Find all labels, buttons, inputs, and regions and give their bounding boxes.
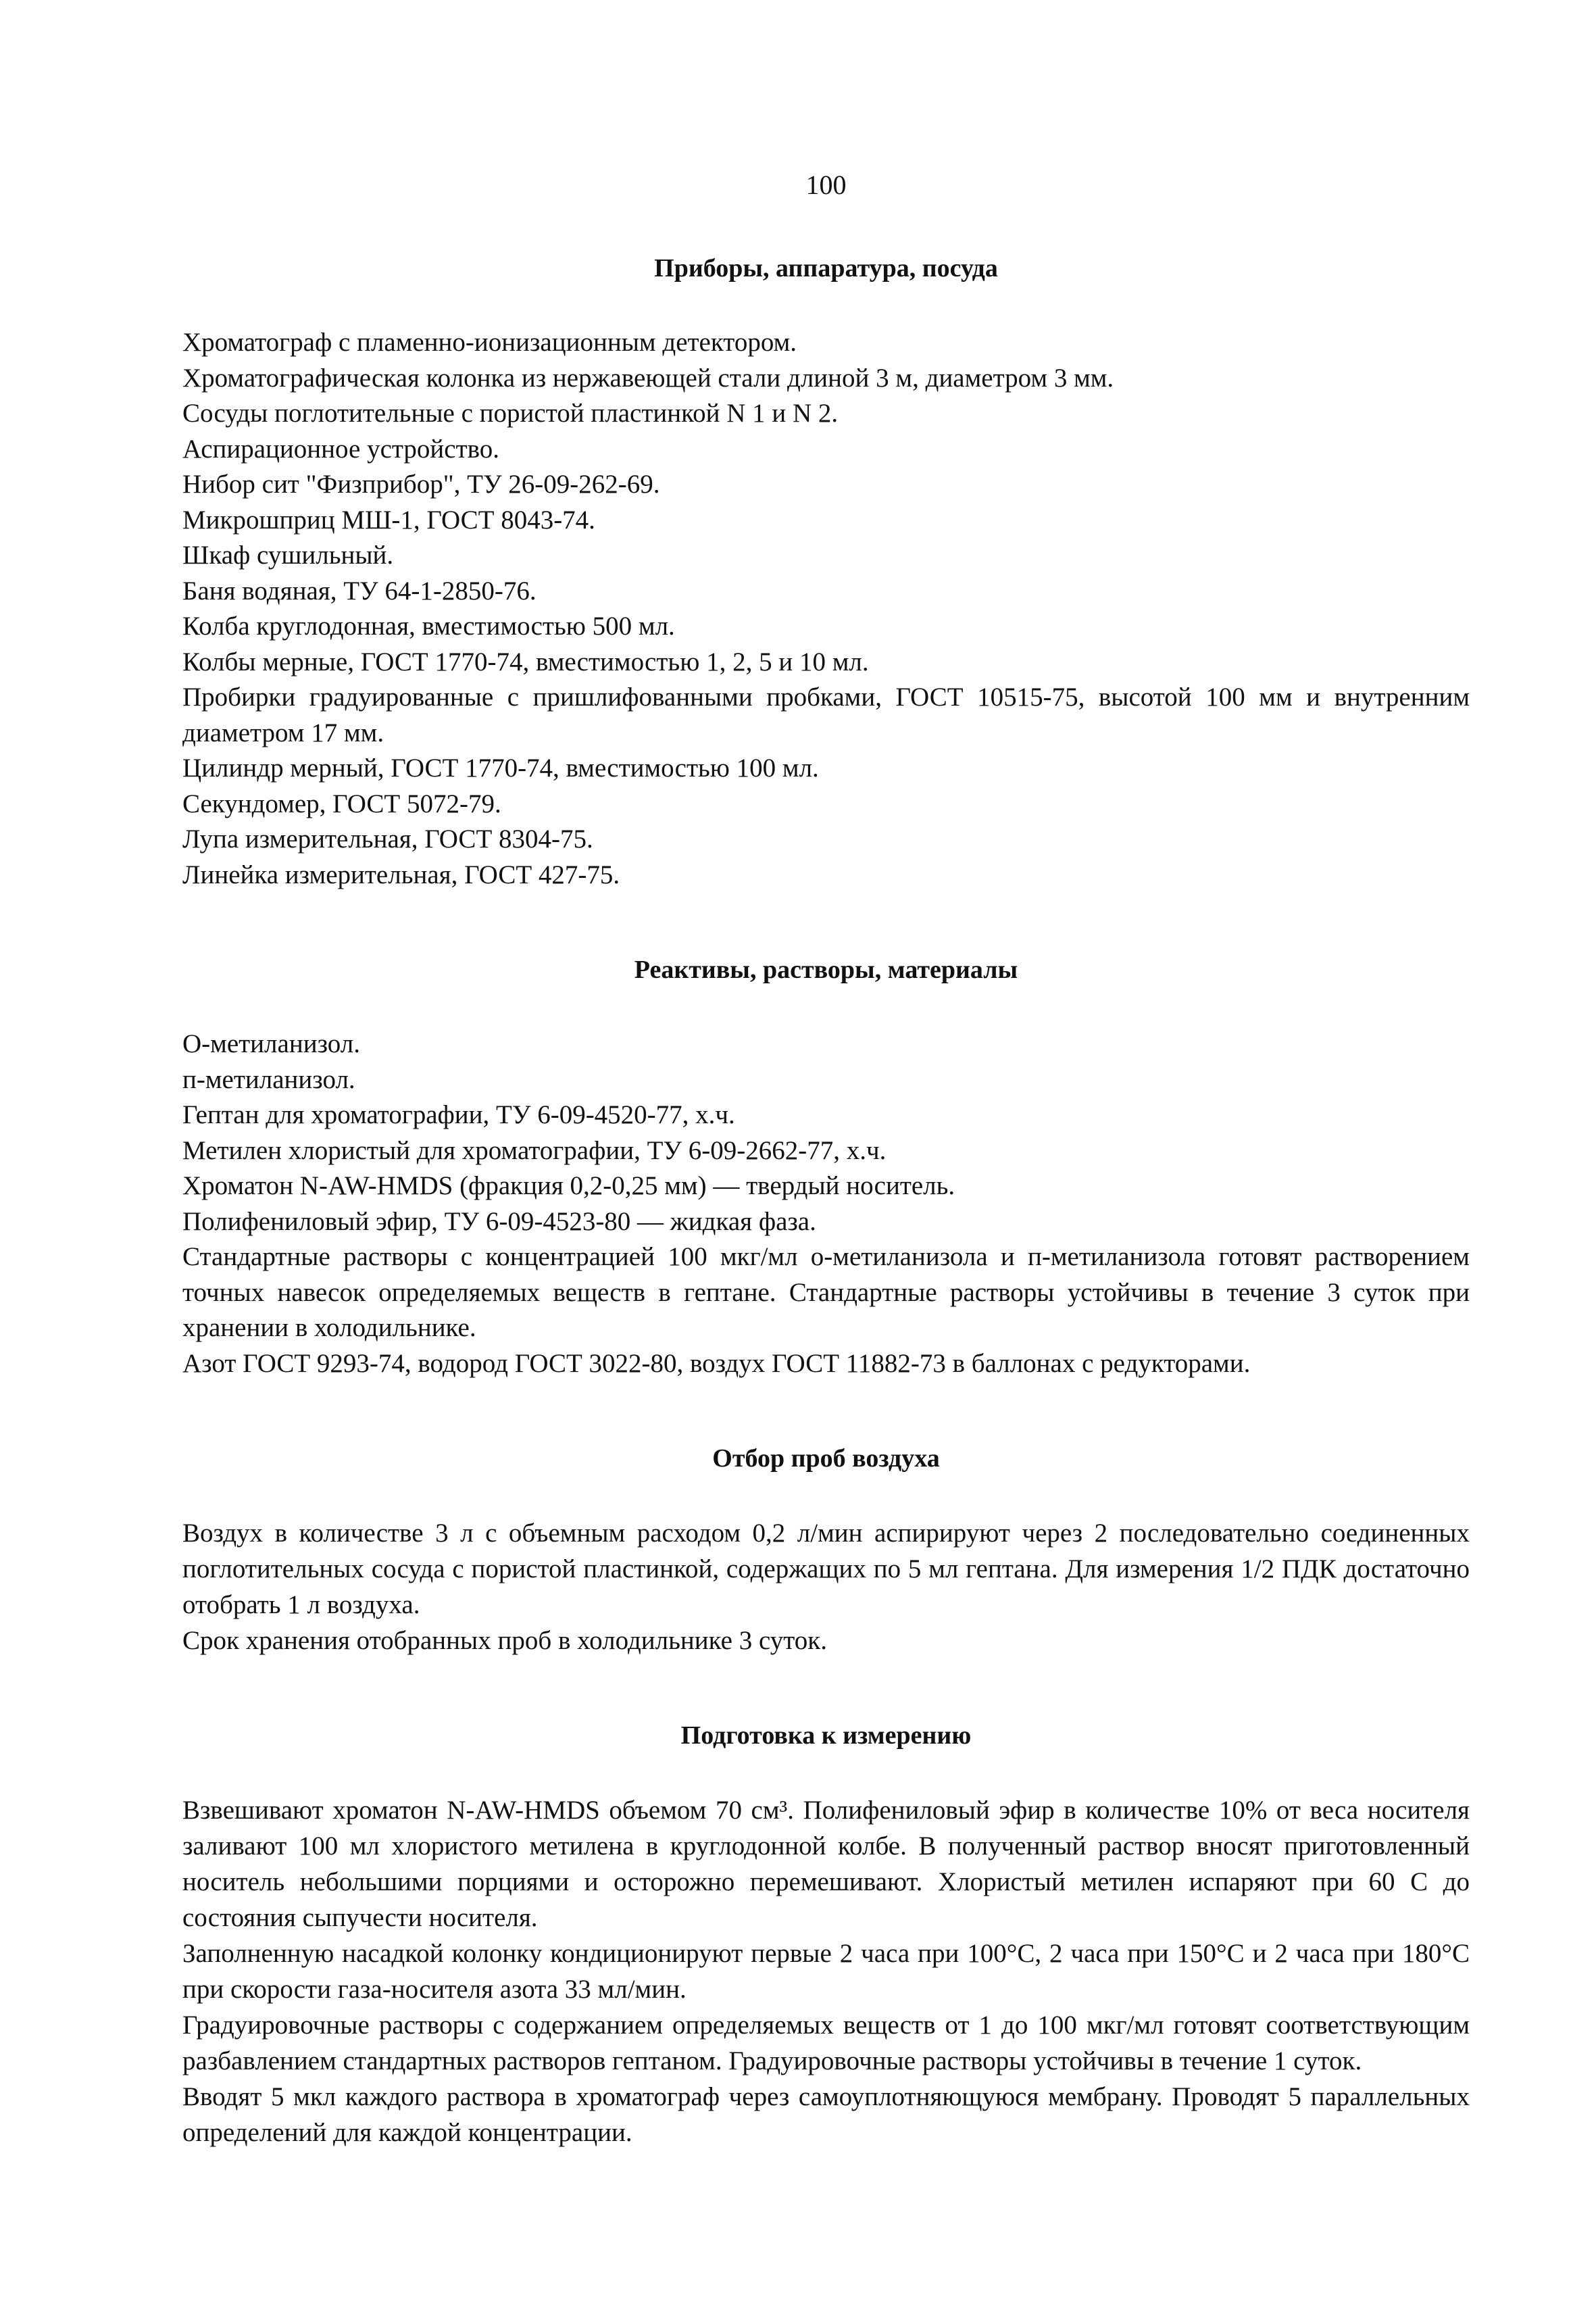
- section-preparation: [182, 1721, 1470, 2150]
- section-equipment: [182, 253, 1470, 893]
- list-item: О-метиланизол.: [182, 1029, 360, 1058]
- paragraph: Заполненную насадкой колонку кондиционируют первые 2 часа при 100°С, 2 часа при 150°С и 2 часа при 180°С при скорости газа-носителя азота 33 мл/мин.: [182, 1939, 1470, 2004]
- section-heading-equipment: Приборы, аппаратура, посуда: [654, 254, 998, 282]
- list-item: Лупа измерительная, ГОСТ 8304-75.: [182, 824, 593, 854]
- page-number: 100: [805, 170, 847, 200]
- list-item: Стандартные растворы с концентрацией 100 мкг/мл о-метиланизола и п-метиланизола готовят растворением точных навесок определяемых веществ в гептане. Стандартные растворы устойчивы в течение 3 суток при хранении в холодильнике.: [182, 1242, 1470, 1342]
- equipment-list: [182, 325, 1470, 893]
- list-item: Нибор сит "Физприбор", ТУ 26-09-262-69.: [182, 470, 660, 499]
- list-item: Колба круглодонная, вместимостью 500 мл.: [182, 612, 675, 641]
- section-heading-reagents: Реактивы, растворы, материалы: [634, 956, 1018, 984]
- list-item: Хроматон N-AW-HMDS (фракция 0,2-0,25 мм) — твердый носитель.: [182, 1171, 955, 1200]
- list-item: Микрошприц МШ-1, ГОСТ 8043-74.: [182, 505, 595, 535]
- list-item: Полифениловый эфир, ТУ 6-09-4523-80 — жидкая фаза.: [182, 1206, 816, 1236]
- list-item: Сосуды поглотительные с пористой пластинкой N 1 и N 2.: [182, 399, 839, 428]
- list-item: Метилен хлористый для хроматографии, ТУ 6-09-2662-77, х.ч.: [182, 1135, 887, 1165]
- section-reagents: [182, 955, 1470, 1381]
- list-item: Хроматограф с пламенно-ионизационным детектором.: [182, 328, 797, 357]
- list-item: Хроматографическая колонка из нержавеющей стали длиной 3 м, диаметром 3 мм.: [182, 363, 1114, 393]
- document-page: [182, 169, 1470, 2213]
- list-item: Пробирки градуированные с пришлифованными пробками, ГОСТ 10515-75, высотой 100 мм и внутренним диаметром 17 мм.: [182, 683, 1470, 747]
- list-item: Гептан для хроматографии, ТУ 6-09-4520-77, х.ч.: [182, 1100, 735, 1129]
- list-item: Азот ГОСТ 9293-74, водород ГОСТ 3022-80, воздух ГОСТ 11882-73 в баллонах с редукторами.: [182, 1348, 1251, 1378]
- list-item: Цилиндр мерный, ГОСТ 1770-74, вместимостью 100 мл.: [182, 754, 819, 783]
- reagents-list: [182, 1027, 1470, 1381]
- section-heading-sampling: Отбор проб воздуха: [712, 1444, 940, 1473]
- list-item: Баня водяная, ТУ 64-1-2850-76.: [182, 576, 537, 606]
- list-item: Колбы мерные, ГОСТ 1770-74, вместимостью 1, 2, 5 и 10 мл.: [182, 647, 869, 676]
- list-item: Линейка измерительная, ГОСТ 427-75.: [182, 860, 620, 889]
- list-item: Шкаф сушильный.: [182, 541, 394, 570]
- list-item: Секундомер, ГОСТ 5072-79.: [182, 789, 501, 818]
- section-sampling: [182, 1444, 1470, 1658]
- section-heading-preparation: Подготовка к измерению: [680, 1721, 972, 1750]
- paragraph: Взвешивают хроматон N-AW-HMDS объемом 70 см³. Полифениловый эфир в количестве 10% от веса носителя заливают 100 мл хлористого метилена в круглодонной колбе. В полученный раствор вносят приготовленный носитель небольшими порциями и осторожно перемешивают. Хлористый метилен испаряют при 60 С до состояния сыпучести носителя.: [182, 1796, 1470, 1932]
- paragraph: Градуировочные растворы с содержанием определяемых веществ от 1 до 100 мкг/мл готовят соответствующим разбавлением стандартных растворов гептаном. Градуировочные растворы устойчивы в течение 1 суток.: [182, 2011, 1470, 2075]
- paragraph: Срок хранения отобранных проб в холодильнике 3 суток.: [182, 1626, 827, 1655]
- list-item: п-метиланизол.: [182, 1064, 355, 1094]
- list-item: Аспирационное устройство.: [182, 434, 500, 464]
- paragraph: Вводят 5 мкл каждого раствора в хроматограф через самоуплотняющуюся мембрану. Проводят 5 параллельных определений для каждой концентрации.: [182, 2082, 1470, 2147]
- paragraph: Воздух в количестве 3 л с объемным расходом 0,2 л/мин аспирируют через 2 последовательно соединенных поглотительных сосуда с пористой пластинкой, содержащих по 5 мл гептана. Для измерения 1/2 ПДК достаточно отобрать 1 л воздуха.: [182, 1519, 1470, 1619]
